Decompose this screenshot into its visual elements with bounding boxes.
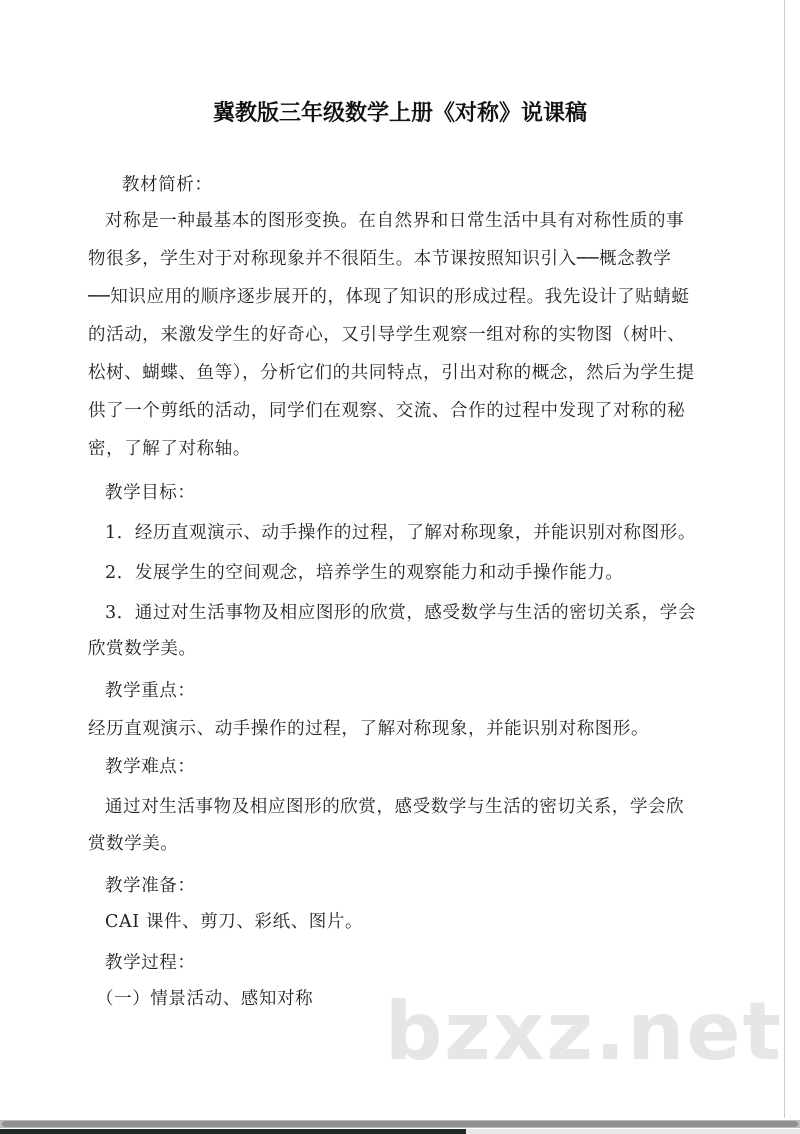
heading-difficulties: 教学难点： bbox=[105, 757, 196, 777]
objective-item-cont: 欣赏数学美。 bbox=[88, 639, 197, 659]
objective-item: 2．发展学生的空间观念，培养学生的观察能力和动手操作能力。 bbox=[105, 563, 624, 583]
section-heading: （一）情景活动、感知对称 bbox=[96, 989, 314, 1009]
paragraph-line: 赏数学美。 bbox=[88, 834, 179, 854]
paragraph-line: 物很多，学生对于对称现象并不很陌生。本节课按照知识引入──概念教学 bbox=[88, 249, 672, 269]
heading-preparation: 教学准备： bbox=[105, 876, 196, 896]
paragraph-line: 对称是一种最基本的图形变换。在自然界和日常生活中具有对称性质的事 bbox=[105, 211, 685, 231]
watermark: bzxz.net bbox=[385, 985, 783, 1078]
taskbar-dark-section bbox=[0, 1129, 466, 1134]
paragraph-line: 经历直观演示、动手操作的过程，了解对称现象，并能识别对称图形。 bbox=[88, 719, 650, 739]
document-title: 冀教版三年级数学上册《对称》说课稿 bbox=[212, 101, 587, 126]
heading-objectives: 教学目标： bbox=[105, 483, 196, 503]
paragraph-line: 的活动，来激发学生的好奇心，又引导学生观察一组对称的实物图（树叶、 bbox=[88, 325, 686, 345]
horizontal-scrollbar-thumb[interactable] bbox=[2, 1121, 798, 1127]
heading-textbook-analysis: 教材简析： bbox=[122, 175, 213, 195]
paragraph-line: CAI 课件、剪刀、彩纸、图片。 bbox=[105, 912, 364, 932]
paragraph-line: 供了一个剪纸的活动，同学们在观察、交流、合作的过程中发现了对称的秘 bbox=[88, 401, 686, 421]
paragraph-line: 密，了解了对称轴。 bbox=[88, 439, 251, 459]
objective-item: 3．通过对生活事物及相应图形的欣赏，感受数学与生活的密切关系，学会 bbox=[105, 603, 696, 623]
heading-process: 教学过程： bbox=[105, 953, 196, 973]
paragraph-line: 松树、蝴蝶、鱼等），分析它们的共同特点，引出对称的概念，然后为学生提 bbox=[88, 363, 695, 383]
paragraph-line: 通过对生活事物及相应图形的欣赏，感受数学与生活的密切关系，学会欣 bbox=[105, 797, 685, 817]
heading-key-points: 教学重点： bbox=[105, 681, 196, 701]
paragraph-line: ──知识应用的顺序逐步展开的，体现了知识的形成过程。我先设计了贴蜻蜓 bbox=[88, 287, 690, 307]
objective-item: 1．经历直观演示、动手操作的过程，了解对称现象，并能识别对称图形。 bbox=[105, 523, 696, 543]
